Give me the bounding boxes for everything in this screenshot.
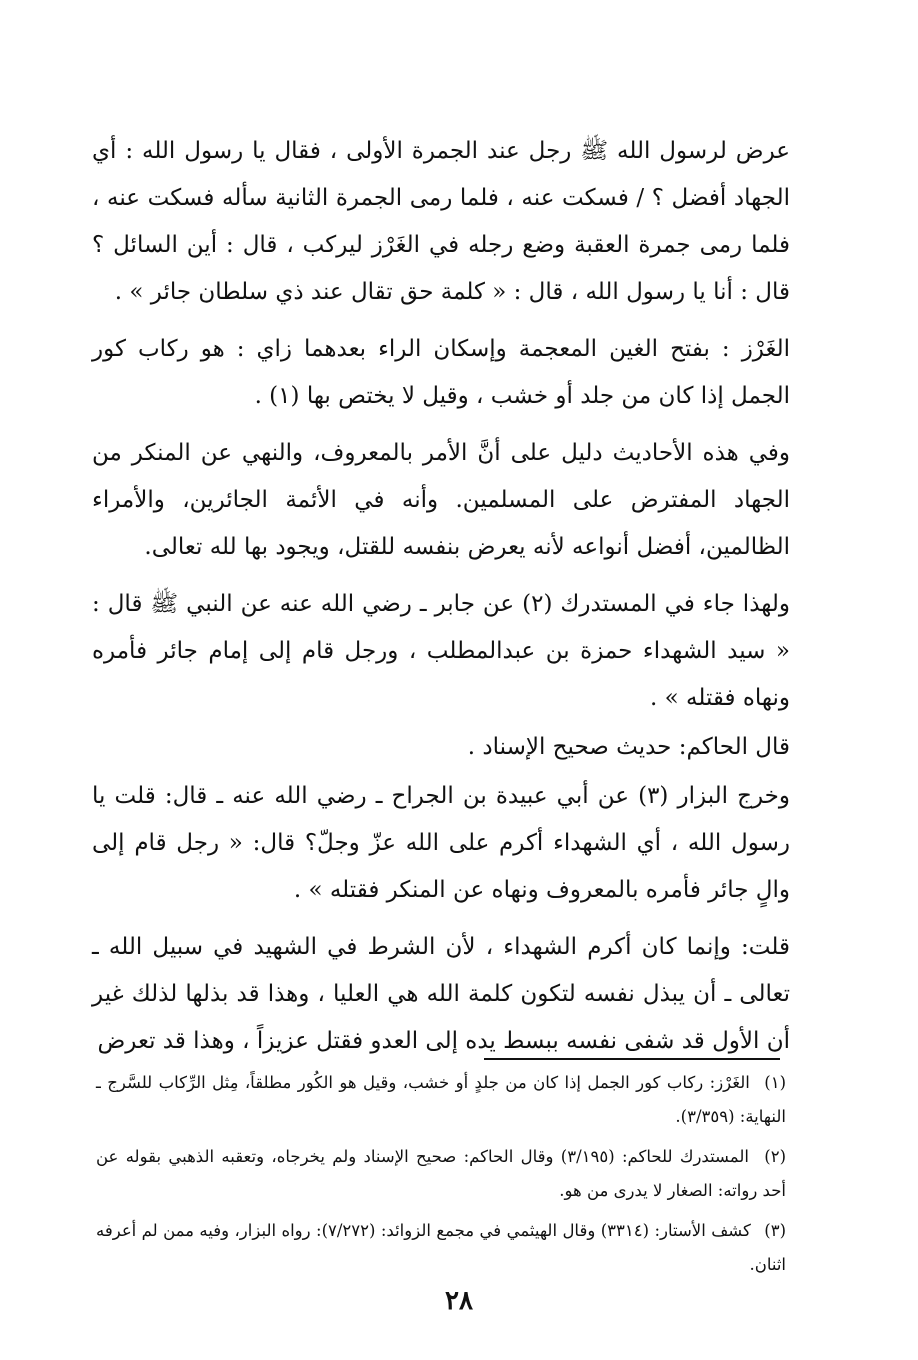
- main-text: [92, 128, 790, 1075]
- footnote-number: (٣): [764, 1221, 787, 1240]
- footnote-text: كشف الأستار: (٣٣١٤) وقال الهيثمي في مجمع الزوائد: (٧/٢٧٢): رواه البزار، وفيه ممن لم أعرفه اثنان.: [96, 1221, 786, 1274]
- paragraph-hadith-jamra: عرض لرسول الله ﷺ رجل عند الجمرة الأولى ، فقال يا رسول الله : أي الجهاد أفضل ؟ / فسكت عنه ، فلما رمى الجمرة الثانية سأله فسكت عنه ، فلما رمى جمرة العقبة وضع رجله في الغَرْز ليركب ، قال : أين السائل ؟ قال : أنا يا رسول الله ، قال : « كلمة حق تقال عند ذي سلطان جائر » .: [92, 138, 790, 305]
- paragraph-hakim-grading: قال الحاكم: حديث صحيح الإسناد .: [467, 734, 790, 760]
- footnote-separator: [484, 1058, 780, 1060]
- footnote-text: المستدرك للحاكم: (٣/١٩٥) وقال الحاكم: صحيح الإسناد ولم يخرجاه، وتعقبه الذهبي بقوله عن أحد رواته: الصغار لا يدرى من هو.: [96, 1147, 786, 1200]
- paragraph-gharz-definition: الغَرْز : بفتح الغين المعجمة وإسكان الراء بعدهما زاي : هو ركاب كور الجمل إذا كان من جلد أو خشب ، وقيل لا يختص بها (١) .: [92, 336, 790, 409]
- paragraph-bazzar-hadith: وخرج البزار (٣) عن أبي عبيدة بن الجراح ـ رضي الله عنه ـ قال: قلت يا رسول الله ، أي الشهداء أكرم على الله عزّ وجلّ؟ قال: « رجل قام إلى والٍ جائر فأمره بالمعروف ونهاه عن المنكر فقتله » .: [92, 783, 790, 903]
- page-number: ٢٨: [445, 1286, 473, 1316]
- footnote: [96, 1140, 786, 1208]
- footnotes: [96, 1066, 786, 1288]
- footnote: [96, 1066, 786, 1134]
- paragraph-mustadrak-hadith: ولهذا جاء في المستدرك (٢) عن جابر ـ رضي الله عنه عن النبي ﷺ قال : « سيد الشهداء حمزة بن عبدالمطلب ، ورجل قام إلى إمام جائر فأمره ونهاه فقتله » .: [92, 591, 790, 711]
- paragraph-jihad-commentary: وفي هذه الأحاديث دليل على أنَّ الأمر بالمعروف، والنهي عن المنكر من الجهاد المفترض على المسلمين. وأنه في الأئمة الجائرين، والأمراء الظالمين، أفضل أنواعه لأنه يعرض بنفسه للقتل، ويجود بها لله تعالى.: [92, 440, 790, 560]
- footnote-number: (١): [764, 1073, 786, 1092]
- footnote-number: (٢): [764, 1147, 786, 1166]
- paragraph-author-comment: قلت: وإنما كان أكرم الشهداء ، لأن الشرط في الشهيد في سبيل الله ـ تعالى ـ أن يبذل نفسه لتكون كلمة الله هي العليا ، وهذا قد بذلها لذلك غير أن الأول قد شفى نفسه ببسط يده إلى العدو فقتل عزيزاً ، وهذا قد تعرض: [92, 934, 790, 1054]
- footnote-text: الغَرْز: ركاب كور الجمل إذا كان من جلدٍ أو خشب، وقيل هو الكُور مطلقاً، مِثل الرِّكاب للسَّرج ـ النهاية: (٣/٣٥٩).: [96, 1073, 786, 1126]
- footnote: [96, 1214, 786, 1282]
